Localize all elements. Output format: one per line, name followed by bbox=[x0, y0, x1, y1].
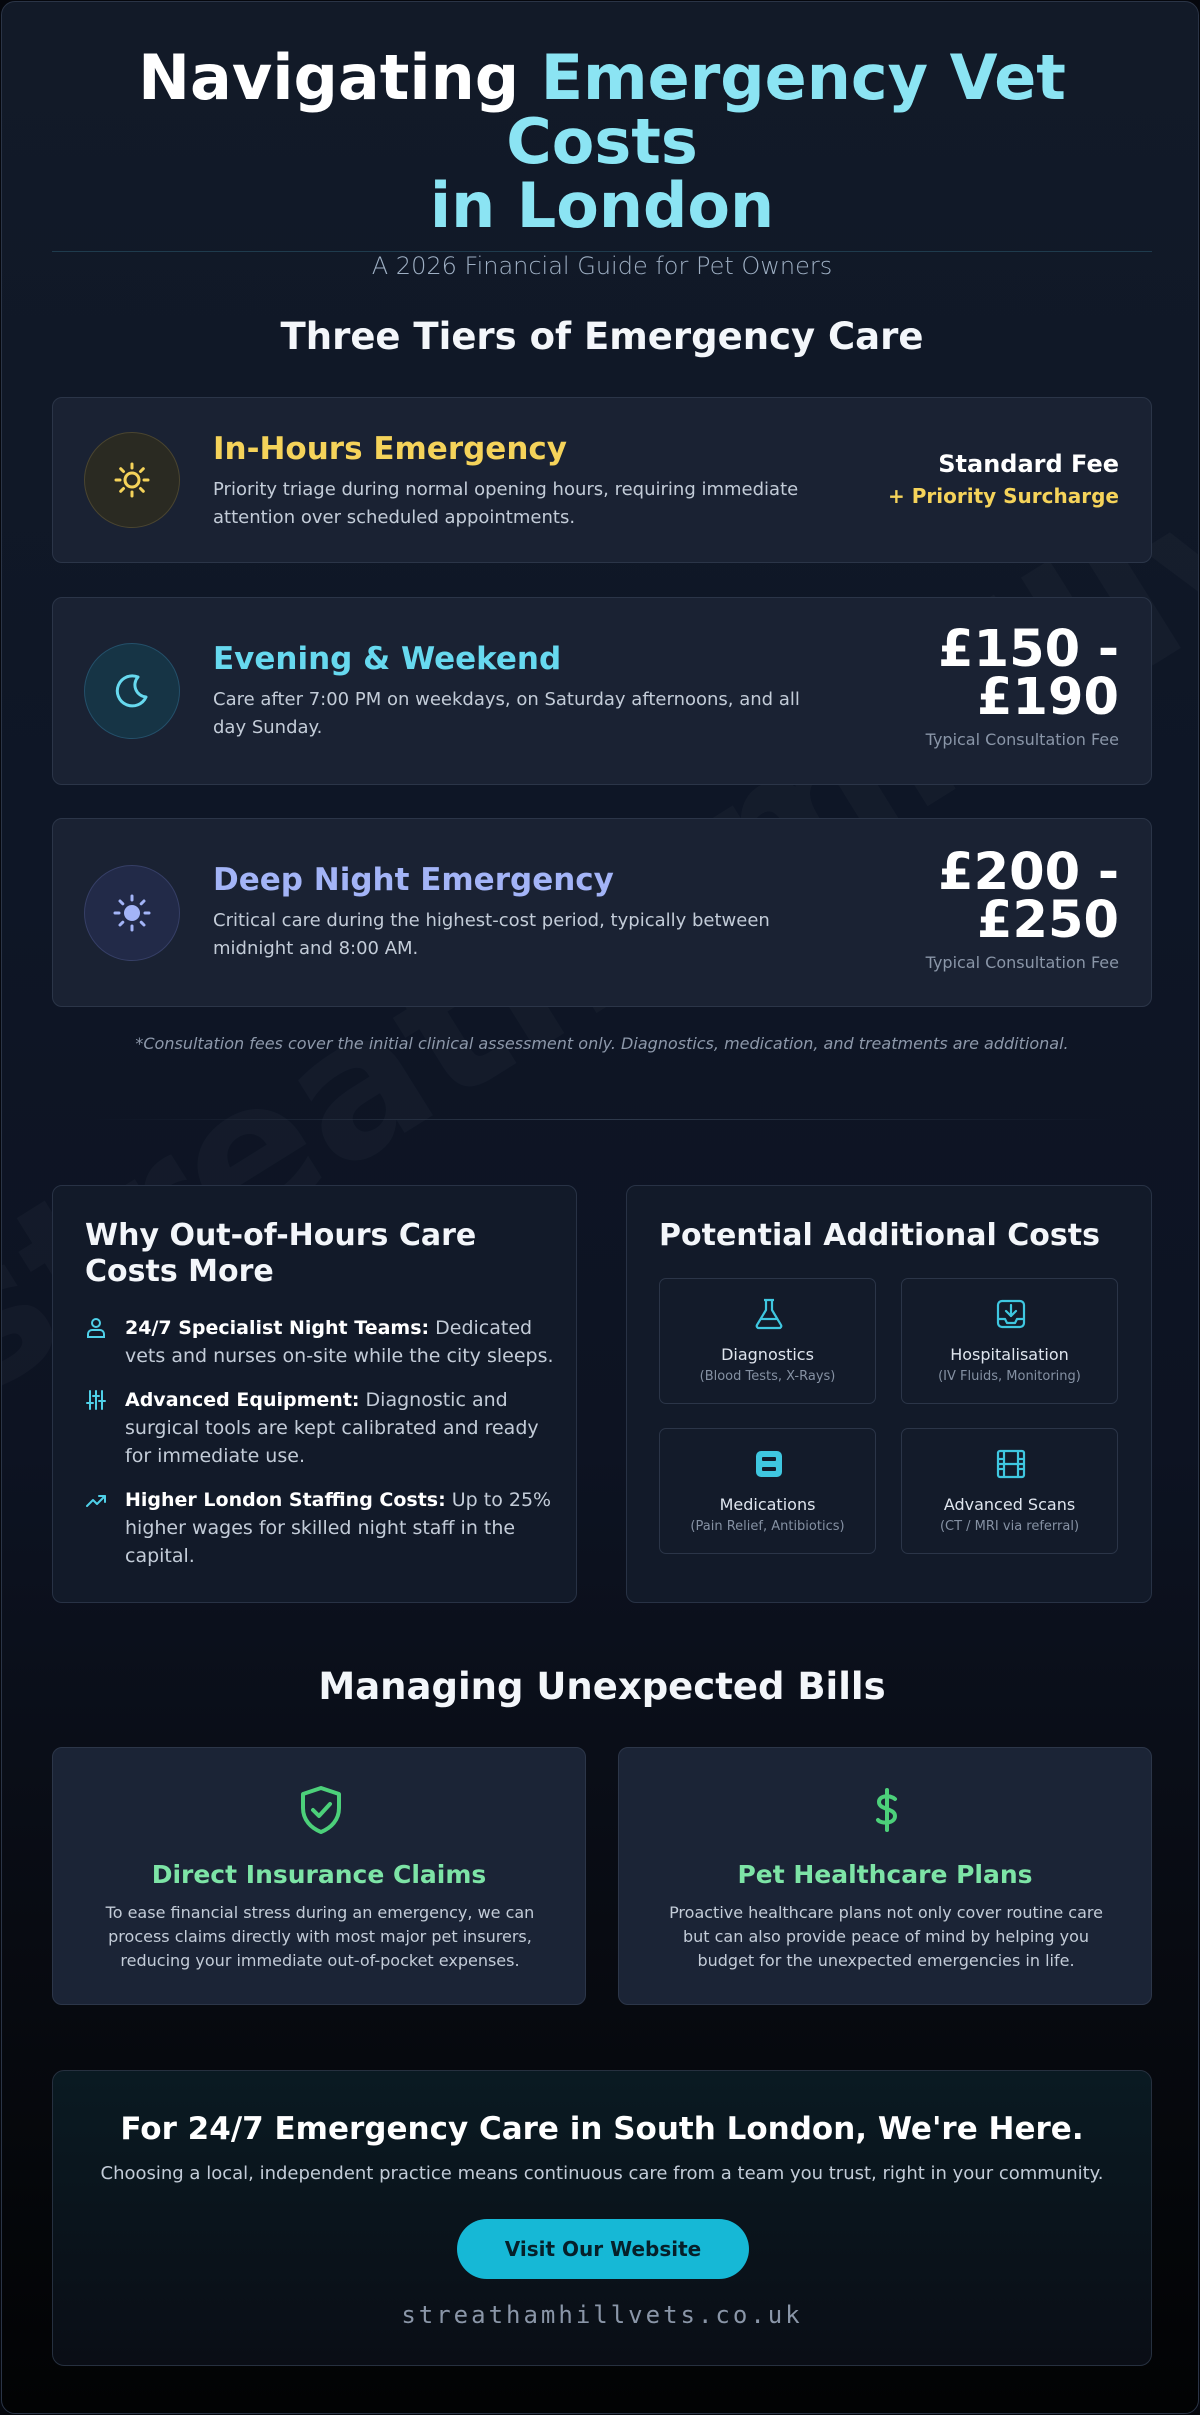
healthcare-plans-card bbox=[618, 1747, 1152, 2005]
trend-up-icon bbox=[85, 1489, 107, 1511]
cost-tile-medications bbox=[659, 1428, 876, 1554]
flask-icon bbox=[752, 1297, 786, 1331]
cta-description: Choosing a local, independent practice means continuous care from a team you trust, right in your community. bbox=[100, 2163, 1104, 2184]
additional-costs-panel bbox=[626, 1185, 1152, 1603]
panel-title: Why Out-of-Hours Care Costs More bbox=[85, 1218, 477, 1289]
price-high: £190 bbox=[977, 668, 1119, 727]
tier-name: In-Hours Emergency bbox=[213, 431, 567, 467]
tier-price bbox=[925, 843, 1119, 972]
reason-text: Advanced Equipment: Diagnostic and surgical tools are kept calibrated and ready for immediate use. bbox=[125, 1389, 539, 1467]
cost-name: Medications bbox=[719, 1495, 816, 1514]
cost-detail: (Pain Relief, Antibiotics) bbox=[690, 1519, 845, 1534]
price-surcharge: + Priority Surcharge bbox=[888, 484, 1119, 508]
moon-icon bbox=[84, 643, 180, 739]
price-standard-fee: Standard Fee bbox=[938, 450, 1119, 478]
fee-footnote: *Consultation fees cover the initial clinical assessment only. Diagnostics, medication, and treatments are additional. bbox=[135, 1034, 1069, 1053]
card-description: To ease financial stress during an emergency, we can process claims directly with most major pet insurers, reducing your immediate out-of-pocket expenses. bbox=[105, 1903, 535, 1970]
panel-title: Potential Additional Costs bbox=[659, 1218, 1100, 1253]
insurance-claims-card bbox=[52, 1747, 586, 2005]
film-icon bbox=[994, 1447, 1028, 1481]
card-title: Pet Healthcare Plans bbox=[737, 1860, 1033, 1889]
page-subtitle: A 2026 Financial Guide for Pet Owners bbox=[371, 252, 833, 280]
tier-name: Evening & Weekend bbox=[213, 641, 562, 677]
page-frame bbox=[1, 1, 1199, 2414]
cost-name: Diagnostics bbox=[721, 1345, 814, 1364]
inbox-download-icon bbox=[994, 1297, 1028, 1331]
price-high: £250 bbox=[977, 891, 1119, 950]
cost-tile-hospitalisation bbox=[901, 1278, 1118, 1404]
tier-description: Priority triage during normal opening hours, requiring immediate attention over scheduled appointments. bbox=[213, 479, 799, 528]
dollar-icon bbox=[861, 1784, 913, 1836]
why-costs-more-panel bbox=[52, 1185, 577, 1603]
price-low: £150 - bbox=[938, 620, 1119, 679]
card-title: Direct Insurance Claims bbox=[151, 1860, 487, 1889]
price-low: £200 - bbox=[938, 843, 1119, 902]
cost-tile-diagnostics bbox=[659, 1278, 876, 1404]
cost-tile-advanced-scans bbox=[901, 1428, 1118, 1554]
sliders-icon bbox=[85, 1389, 107, 1411]
cost-detail: (CT / MRI via referral) bbox=[939, 1519, 1080, 1534]
tier-name: Deep Night Emergency bbox=[213, 862, 614, 898]
cta-title: For 24/7 Emergency Care in South London, We're Here. bbox=[120, 2111, 1084, 2147]
sun-icon bbox=[84, 432, 180, 528]
cost-detail: (IV Fluids, Monitoring) bbox=[938, 1369, 1081, 1384]
reason-text: Higher London Staffing Costs: Up to 25% higher wages for skilled night staff in the capital. bbox=[125, 1489, 552, 1567]
tiers-section-title: Three Tiers of Emergency Care bbox=[280, 315, 924, 358]
star-icon bbox=[84, 865, 180, 961]
manage-section-title: Managing Unexpected Bills bbox=[318, 1665, 886, 1708]
section-divider bbox=[92, 1119, 1112, 1120]
tier-description: Critical care during the highest-cost period, typically between midnight and 8:00 AM. bbox=[213, 910, 770, 959]
header-divider bbox=[52, 251, 1152, 252]
cost-detail: (Blood Tests, X-Rays) bbox=[699, 1369, 836, 1384]
tier-price bbox=[888, 450, 1119, 508]
tier-card-deep-night bbox=[52, 818, 1152, 1007]
cost-name: Advanced Scans bbox=[943, 1495, 1076, 1514]
staff-icon bbox=[85, 1317, 107, 1339]
price-note: Typical Consultation Fee bbox=[925, 953, 1119, 972]
cost-name: Hospitalisation bbox=[950, 1345, 1069, 1364]
reason-text: 24/7 Specialist Night Teams: Dedicated vets and nurses on-site while the city sleeps. bbox=[125, 1317, 554, 1367]
tier-price bbox=[925, 620, 1119, 749]
visit-website-button[interactable]: Visit Our Website bbox=[457, 2219, 749, 2279]
tier-card-evening-weekend bbox=[52, 597, 1152, 785]
page-title: Navigating Emergency Vet Costs in London bbox=[138, 41, 1066, 242]
price-note: Typical Consultation Fee bbox=[925, 730, 1119, 749]
card-description: Proactive healthcare plans not only cover routine care but can also provide peace of mind by helping you budget for the unexpected emergencies in life. bbox=[669, 1903, 1103, 1970]
tier-card-in-hours bbox=[52, 397, 1152, 563]
tier-description: Care after 7:00 PM on weekdays, on Saturday afternoons, and all day Sunday. bbox=[213, 689, 800, 738]
pill-box-icon bbox=[752, 1447, 786, 1481]
shield-check-icon bbox=[295, 1784, 347, 1836]
page-header bbox=[52, 41, 1152, 280]
website-url[interactable]: streathamhillvets.co.uk bbox=[401, 2301, 803, 2329]
cta-panel bbox=[52, 2070, 1152, 2366]
